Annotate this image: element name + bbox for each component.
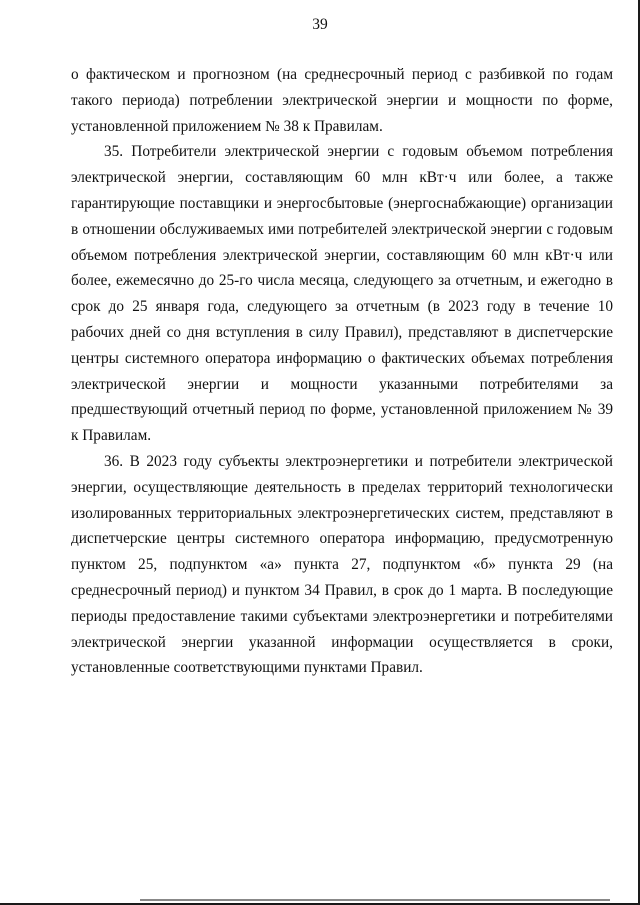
paragraph-36: 36. В 2023 году субъекты электроэнергетики и потребители электрической энергии, осуществляющие деятельность в пределах территорий технологически изолированных территориальных электроэнергетических систем, представляют в диспетчерские центры системного оператора информацию, предусмотренную пунктом 25, подпунктом «а» пункта 27, подпунктом «б» пункта 29 (на среднесрочный период) и пунктом 34 Правил, в срок до 1 марта. В последующие периоды предоставление такими субъектами электроэнергетики и потребителями электрической энергии указанной информации осуществляется в сроки, установленные соответствующими пунктами Правил. (71, 452, 613, 677)
document-body (71, 62, 613, 681)
paragraph-continuation: о фактическом и прогнозном (на среднесрочный период с разбивкой по годам такого периода) потреблении электрической энергии и мощности по форме, установленной приложением № 38 к Правилам. (71, 66, 613, 135)
paragraph-35: 35. Потребители электрической энергии с годовым объемом потребления электрической энергии, составляющим 60 млн кВт·ч или более, а также гарантирующие поставщики и энергосбытовые (энергоснабжающие) организации в отношении обслуживаемых ими потребителей электрической энергии с годовым объемом потребления электрической энергии, составляющим 60 млн кВт·ч или более, ежемесячно до 25-го числа месяца, следующего за отчетным, и ежегодно в срок до 25 января года, следующего за отчетным (в 2023 году в течение 10 рабочих дней со дня вступления в силу Правил), представляют в диспетчерские центры системного оператора информацию о фактических объемах потребления электрической энергии и мощности указанными потребителями за предшествующий отчетный период по форме, установленной приложением № 39 к Правилам. (71, 143, 613, 445)
scan-edge-line (140, 899, 610, 901)
page-number: 39 (312, 16, 328, 33)
